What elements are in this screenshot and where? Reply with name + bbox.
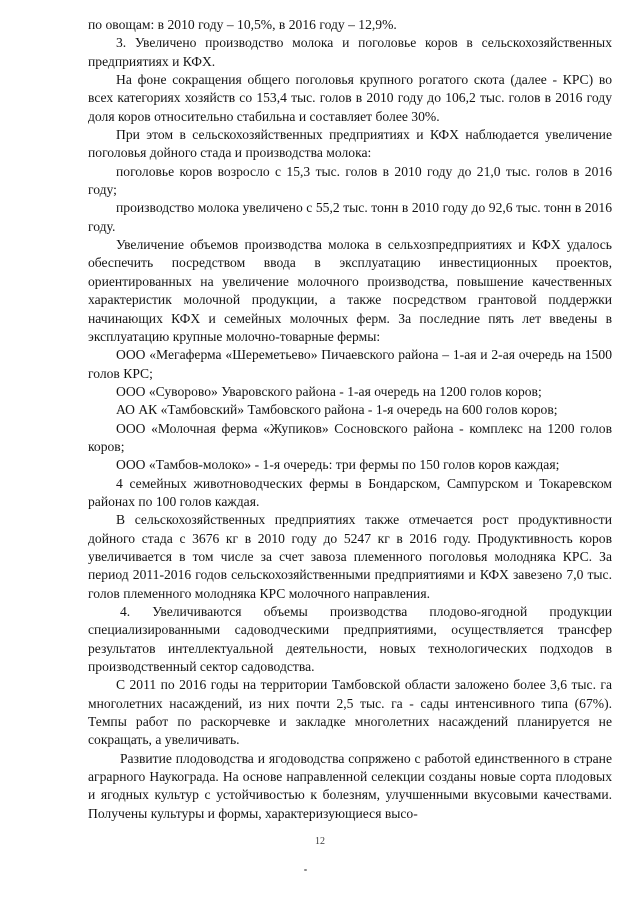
- paragraph-productivity: В сельскохозяйственных предприятиях также отмечается рост продуктивности дойного стада с 3676 кг в 2010 году до 5247 кг в 2016 году. Продуктивность коров увеличивается в том числе за счет завоза племенного поголовья молодняка КРС. За период 2011-2016 годов сельскохозяйственными предприятиями и КФХ завезено 7,0 тыс. голов племенного молодняка КРС молочного направления.: [88, 512, 612, 601]
- paragraph-vegetables-share: по овощам: в 2010 году – 10,5%, в 2016 году – 12,9%.: [88, 17, 397, 32]
- paragraph-milk-output: производство молока увеличено с 55,2 тыс. тонн в 2010 году до 92,6 тыс. тонн в 2016 году.: [88, 200, 612, 234]
- list-item-zhupikov: ООО «Молочная ферма «Жупиков» Сосновского района - комплекс на 1200 голов коров;: [88, 420, 612, 454]
- scan-artifact: [304, 869, 307, 871]
- page-number: 12: [315, 836, 325, 847]
- list-item-megaferma: ООО «Мегаферма «Шереметьево» Пичаевского района – 1-ая и 2-ая очередь на 1500 голов КРС;: [88, 347, 612, 381]
- list-item-tambov-moloko: ООО «Тамбов-молоко» - 1-я очередь: три фермы по 150 голов коров каждая;: [116, 457, 560, 473]
- paragraph-herd-growth-intro: При этом в сельскохозяйственных предприятиях и КФХ наблюдается увеличение поголовья дойного стада и производства молока:: [88, 127, 612, 161]
- document-body: [88, 16, 612, 823]
- paragraph-naukograd: Развитие плодоводства и ягодоводства сопряжено с работой единственного в стране аграрного Наукограда. На основе направленной селекции созданы новые сорта плодовых и ягодных культур с устойчивостью к болезням, улучшенными вкусовыми качествами. Получены культуры и формы, характеризующиеся высо-: [88, 750, 612, 821]
- paragraph-investment-projects: Увеличение объемов производства молока в сельхозпредприятиях и КФХ удалось обеспечить посредством ввода в эксплуатацию инвестиционных проектов, ориентированных на увеличение молочного производства, повышение качественных характеристик молочной продукции, а также посредством грантовой поддержки начинающих КФХ и семейных молочных ферм. За последние пять лет введены в эксплуатацию крупные молочно-товарные фермы:: [88, 237, 612, 344]
- list-item-suvorovo: ООО «Суворово» Уваровского района - 1-ая очередь на 1200 голов коров;: [116, 383, 542, 399]
- paragraph-item-3-heading: 3. Увеличено производство молока и поголовье коров в сельскохозяйственных предприятиях и КФХ.: [88, 35, 612, 69]
- paragraph-item-4-horticulture: 4. Увеличиваются объемы производства плодово-ягодной продукции специализированными садоводческими предприятиями, осуществляется трансфер результатов интеллектуальной деятельности, новых технологических подходов в производственный сектор садоводства.: [88, 604, 612, 675]
- paragraph-orchards: С 2011 по 2016 годы на территории Тамбовской области заложено более 3,6 тыс. га многолетних насаждений, из них почти 2,5 тыс. га - сады интенсивного типа (67%). Темпы работ по раскорчевке и закладке многолетних насаждений планируется не сокращать, а увеличивать.: [88, 677, 612, 748]
- paragraph-cattle-decline: На фоне сокращения общего поголовья крупного рогатого скота (далее - КРС) во всех категориях хозяйств со 153,4 тыс. голов в 2010 году до 106,2 тыс. голов в 2016 году доля коров относительно стабильна и составляет более 30%.: [88, 72, 612, 124]
- paragraph-cow-count: поголовье коров возросло с 15,3 тыс. голов в 2010 году до 21,0 тыс. голов в 2016 году;: [88, 163, 612, 198]
- list-item-family-farms: 4 семейных животноводческих фермы в Бондарском, Сампурском и Токаревском районах по 100 голов каждая.: [88, 475, 612, 509]
- list-item-tambovsky: АО АК «Тамбовский» Тамбовского района - 1-я очередь на 600 голов коров;: [116, 402, 558, 418]
